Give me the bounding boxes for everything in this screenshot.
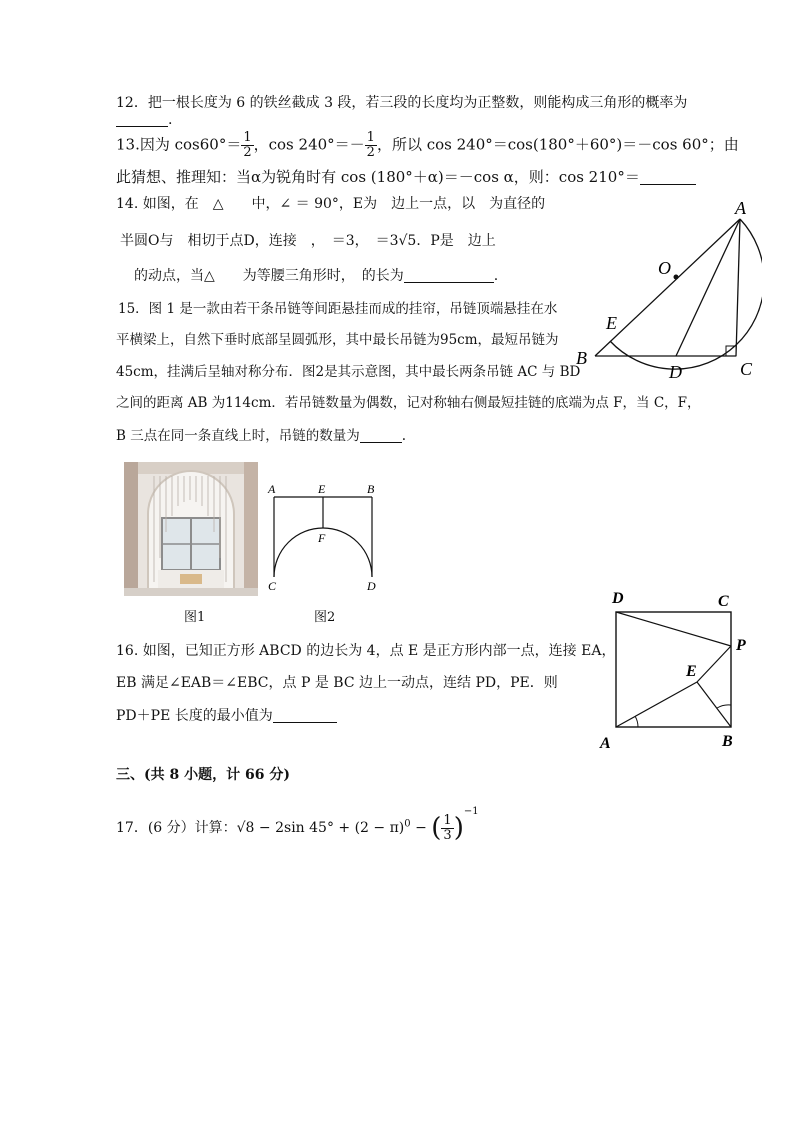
label-E: E: [686, 663, 697, 680]
fig2-label-B: B: [367, 482, 375, 496]
label-D: D: [669, 362, 682, 382]
q13-line1: 13.因为 cos60°＝ $\frac{1}{2}$ ，cos 240°＝－ $\frac{1}{2}$ ，所以 cos 240°＝cos(180°＋60°)＝－cos 60°；由: [116, 130, 739, 160]
fig1-caption: 图1: [184, 610, 206, 625]
q12-answer-line: .: [116, 112, 172, 128]
q15-blank[interactable]: [360, 428, 402, 443]
q13-line2: 此猜想、推理知：当α为锐角时有 cos (180°＋α)＝－cos α，则：cos 210°＝: [116, 166, 696, 187]
q15-line1: 15．图 1 是一款由若干条吊链等间距悬挂而成的挂帘，吊链顶端悬挂在水: [118, 301, 558, 317]
line-BA: [595, 219, 740, 356]
label-C: C: [718, 593, 729, 610]
q16-blank[interactable]: [273, 708, 337, 723]
q14-line2: 半圆O与 相切于点D，连接 ， ＝3， ＝3√5．P是 边上: [120, 233, 496, 249]
fig2-label-D: D: [367, 579, 376, 593]
fig2-caption: 图2: [314, 610, 336, 625]
q12-text: 12．把一根长度为 6 的铁丝截成 3 段，若三段的长度均为正整数，则能构成三角形的概率为: [116, 95, 688, 111]
angle-mark-EAB: [635, 716, 638, 727]
fig2-label-E: E: [318, 482, 326, 496]
q14-line1: 14. 如图，在 △ 中，∠ ＝ 90°，E为 边上一点，以 为直径的: [116, 196, 546, 212]
segment-AE: [616, 682, 697, 727]
label-D: D: [612, 590, 624, 607]
q12-blank[interactable]: [116, 112, 168, 127]
label-B: B: [722, 733, 733, 750]
fig2-label-C: C: [268, 579, 277, 593]
label-B: B: [576, 348, 587, 368]
fig2-label-A: A: [268, 482, 276, 496]
segment-DP: [616, 612, 731, 646]
right-angle-mark: [726, 346, 736, 356]
fraction-one-third: $\frac{1}{3}$: [443, 812, 452, 843]
q16-line1: 16. 如图，已知正方形 ABCD 的边长为 4，点 E 是正方形内部一点，连接 EA，: [116, 643, 616, 659]
q15-line5: B 三点在同一条直线上时，吊链的数量为 .: [116, 428, 407, 444]
q17-line: 17．(6 分）计算：√8 − 2sin $45^\circ + (2 - \pi)^0$ − ( $\frac{1}{3}$ )$^{-1}$: [116, 806, 479, 843]
angle-mark-EBC: [717, 705, 731, 708]
q14-blank[interactable]: [404, 268, 494, 283]
curtain-photo: [124, 462, 258, 596]
label-E: E: [606, 313, 617, 333]
q14-line3: 的动点，当△ 为等腰三角形时， 的长为 .: [134, 268, 499, 284]
fraction-half-2: $\frac{1}{2}$: [366, 130, 375, 160]
label-P: P: [736, 637, 746, 654]
label-A: A: [735, 198, 746, 218]
q16-line3: PD＋PE 长度的最小值为: [116, 705, 337, 725]
q13-blank[interactable]: [640, 170, 696, 185]
section-title: 三、(共 8 小题，计 66 分): [116, 767, 290, 783]
line-DA: [676, 219, 740, 356]
q14-figure: [572, 192, 762, 382]
q15-line3: 45cm，挂满后呈轴对称分布．图2是其示意图，其中最长两条吊链 AC 与 BD: [116, 364, 581, 380]
center-point-O: [674, 275, 679, 280]
label-O: O: [658, 258, 671, 278]
q16-line2: EB 满足∠EAB＝∠EBC，点 P 是 BC 边上一动点，连结 PD，PE．则: [116, 675, 558, 691]
q16-figure: [596, 586, 766, 754]
fig2-label-F: F: [318, 531, 326, 545]
line-CA: [736, 219, 740, 356]
label-A: A: [600, 735, 611, 752]
segment-EP: [697, 646, 731, 682]
q15-figure2: [262, 482, 392, 594]
label-C: C: [740, 359, 753, 379]
fraction-half: $\frac{1}{2}$: [243, 130, 252, 160]
q15-line2: 平横梁上，自然下垂时底部呈圆弧形，其中最长吊链为95cm，最短吊链为: [116, 332, 559, 348]
q15-line4: 之间的距离 AB 为114cm．若吊链数量为偶数，记对称轴右侧最短挂链的底端为点 F，当 C，F，: [116, 395, 701, 411]
